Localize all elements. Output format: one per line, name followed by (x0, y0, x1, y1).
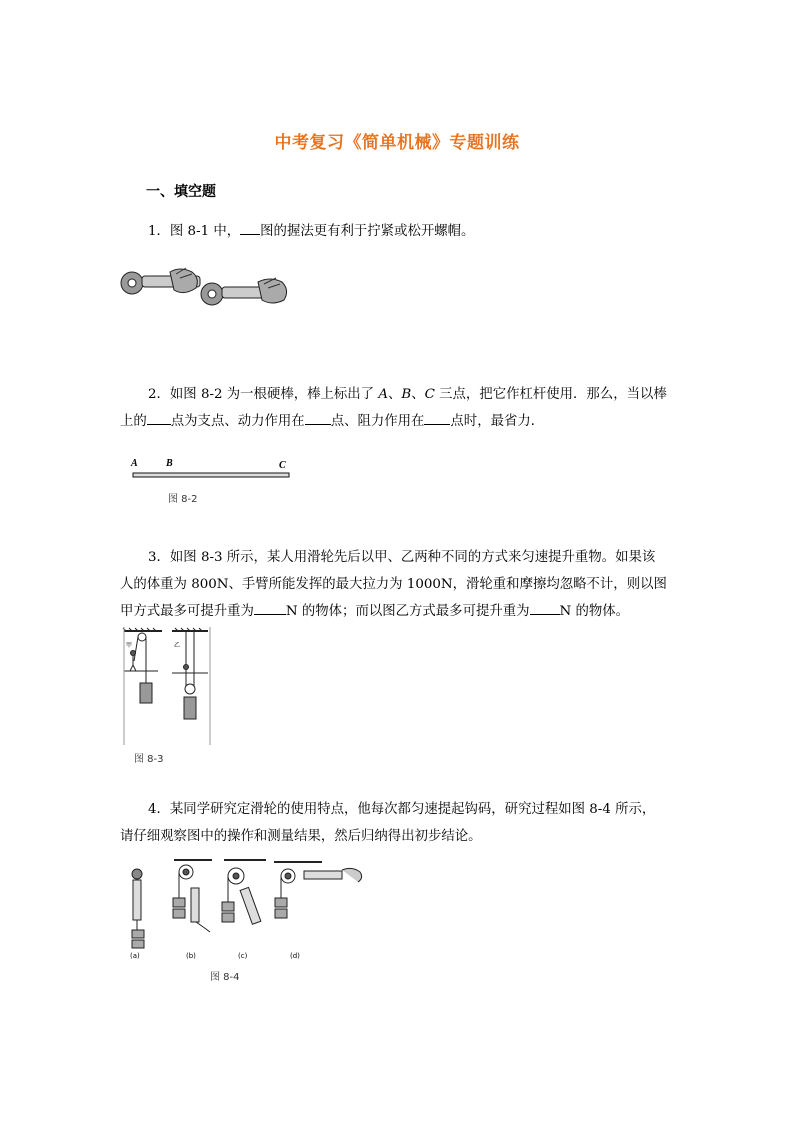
fig-8-4-label-a: (a) (130, 952, 140, 960)
q1-text-after: 图的握法更有利于拧紧或松开螺帽。 (260, 224, 475, 239)
q2-text-1: 2．如图 8-2 为一根硬棒，棒上标出了 (148, 387, 379, 402)
q2-point-c: C (424, 387, 435, 402)
setup-b (173, 860, 212, 932)
q2-point-b: B (401, 387, 412, 402)
figure-8-4-fixed-pulley (124, 858, 370, 986)
fig-8-3-caption: 图 8-3 (134, 754, 164, 765)
fig-8-2-caption: 图 8-2 (168, 494, 198, 505)
question-3 (120, 544, 668, 625)
wrench-right (201, 278, 287, 305)
question-2 (120, 381, 668, 435)
fig-8-2-label-b: B (166, 458, 173, 469)
fig-8-3-label-jia: 甲 (126, 642, 133, 649)
rod (133, 473, 289, 477)
q2-blank-1 (147, 410, 171, 425)
fig-8-4-label-d: (d) (290, 952, 300, 960)
fig-8-4-label-b: (b) (186, 952, 196, 960)
q2-blank-3 (424, 410, 450, 425)
q2-text-5: 点时，最省力． (450, 414, 545, 429)
q2-text-4: 点、阻力作用在 (330, 414, 425, 429)
q2-blank-2 (305, 410, 331, 425)
figure-8-2-rod (128, 452, 294, 508)
question-4: 4．某同学研究定滑轮的使用特点，他每次都匀速提起钩码，研究过程如图 8-4 所示，请仔细观察图中的操作和测量结果，然后归纳得出初步结论。 (120, 802, 656, 844)
setup-c (222, 860, 266, 924)
q1-blank (240, 220, 260, 235)
q3-blank-1 (254, 600, 286, 615)
q2-text-2: 三点，把它作杠杆使用．那么，当以棒上的 (120, 387, 667, 429)
section-heading: 一、填空题 (146, 184, 216, 200)
fig-8-4-caption: 图 8-4 (210, 972, 240, 983)
page-title: 中考复习《简单机械》专题训练 (274, 133, 520, 153)
q2-sep-1: 、 (388, 387, 402, 402)
q2-text-3: 点为支点、动力作用在 (170, 414, 305, 429)
setup-d (274, 862, 362, 918)
fig-8-4-label-c: (c) (238, 952, 248, 960)
figure-8-1-wrench-image (118, 262, 298, 314)
fig-8-2-label-a: A (131, 458, 138, 469)
fig-8-3-label-yi: 乙 (174, 642, 181, 649)
q3-text-3: N 的物体。 (559, 604, 630, 619)
q3-blank-2 (530, 600, 560, 615)
q3-text-1: 3．如图 8-3 所示，某人用滑轮先后以甲、乙两种不同的方式来匀速提升重物。如果该人的体重为 800N、手臂所能发挥的最大拉力为 1000N，滑轮重和摩擦均忽略不计，则以图甲方式最多可提升重为 (120, 550, 667, 619)
q2-sep-2: 、 (411, 387, 425, 402)
wrench-left (121, 268, 200, 294)
question-1 (120, 218, 668, 245)
setup-a (132, 869, 144, 948)
fig-8-2-label-c: C (279, 460, 286, 471)
figure-8-3-pulleys (122, 627, 212, 767)
person-yi (184, 665, 189, 680)
person-jia (130, 651, 136, 672)
q3-text-2: N 的物体；而以图乙方式最多可提升重为 (285, 604, 530, 619)
q2-point-a: A (378, 387, 388, 402)
q1-text-before: 1．图 8-1 中， (148, 224, 241, 239)
